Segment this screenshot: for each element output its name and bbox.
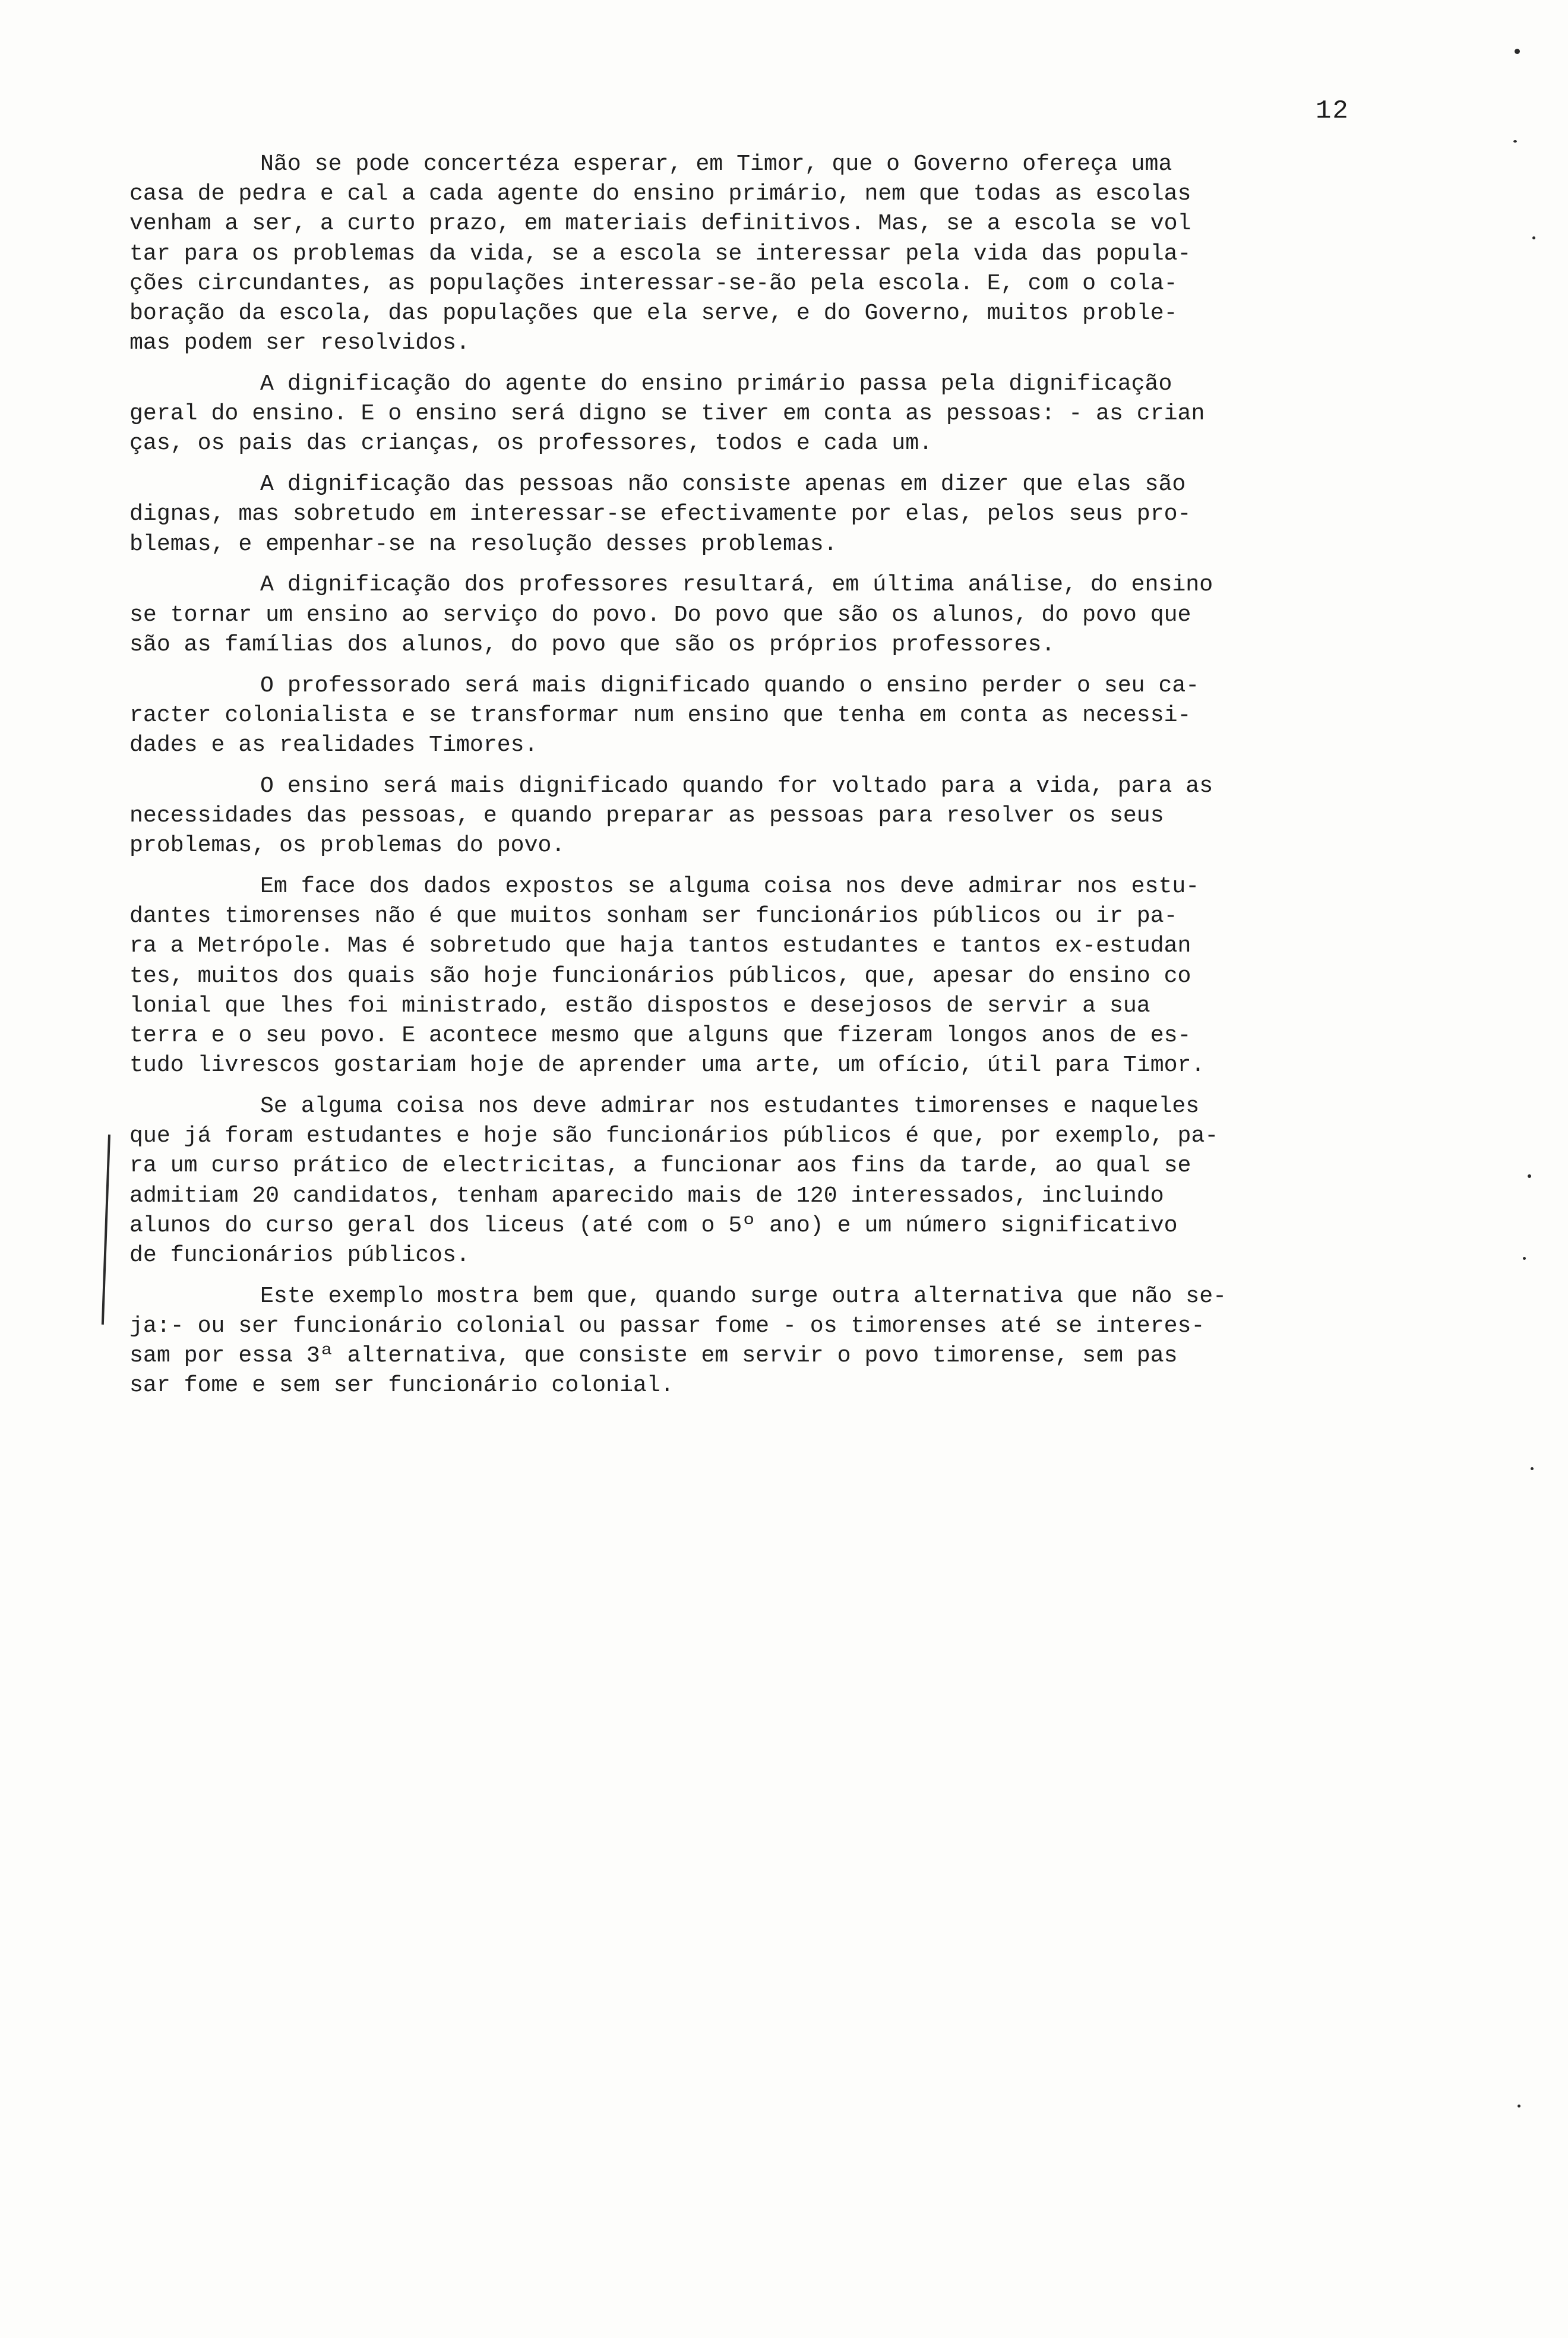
text-line: ra a Metrópole. Mas é sobretudo que haja tantos estudantes e tantos ex-estudan	[129, 933, 1191, 959]
paragraph	[129, 772, 1389, 861]
paragraph	[129, 570, 1389, 660]
text-line: ções circundantes, as populações interessar-se-ão pela escola. E, com o cola-	[129, 270, 1178, 296]
text-line: tes, muitos dos quais são hoje funcionários públicos, que, apesar do ensino co	[129, 963, 1191, 989]
paragraph	[129, 872, 1389, 1080]
text-line: lonial que lhes foi ministrado, estão dispostos e desejosos de servir a sua	[129, 993, 1150, 1019]
margin-annotation-line	[102, 1135, 110, 1325]
paragraph	[129, 150, 1389, 358]
text-line: se tornar um ensino ao serviço do povo. Do povo que são os alunos, do povo que	[129, 602, 1191, 628]
text-line: tar para os problemas da vida, se a escola se interessar pela vida das popula-	[129, 241, 1191, 267]
text-line: racter colonialista e se transformar num ensino que tenha em conta as necessi-	[129, 702, 1191, 728]
text-line: Este exemplo mostra bem que, quando surge outra alternativa que não se-	[260, 1283, 1227, 1309]
text-line: mas podem ser resolvidos.	[129, 330, 470, 356]
paragraph	[129, 1282, 1389, 1401]
scan-speck	[1513, 140, 1517, 143]
text-line: terra e o seu povo. E acontece mesmo que alguns que fizeram longos anos de es-	[129, 1023, 1191, 1049]
scan-speck	[1518, 2105, 1520, 2108]
text-line: geral do ensino. E o ensino será digno se tiver em conta as pessoas: - as crian	[129, 401, 1205, 427]
text-line: sar fome e sem ser funcionário colonial.	[129, 1373, 674, 1399]
text-line: A dignificação do agente do ensino primário passa pela dignificação	[260, 371, 1172, 397]
text-line: casa de pedra e cal a cada agente do ensino primário, nem que todas as escolas	[129, 181, 1191, 207]
text-line: blemas, e empenhar-se na resolução desses problemas.	[129, 531, 837, 557]
scan-speck	[1528, 1174, 1531, 1178]
text-line: ja:- ou ser funcionário colonial ou passar fome - os timorenses até se interes-	[129, 1313, 1205, 1339]
text-line: alunos do curso geral dos liceus (até com o 5º ano) e um número significativo	[129, 1212, 1178, 1238]
text-line: boração da escola, das populações que ela serve, e do Governo, muitos proble-	[129, 301, 1178, 327]
text-line: Se alguma coisa nos deve admirar nos estudantes timorenses e naqueles	[260, 1094, 1200, 1120]
text-line: dades e as realidades Timores.	[129, 732, 538, 759]
text-line: dantes timorenses não é que muitos sonham ser funcionários públicos ou ir pa-	[129, 903, 1178, 930]
text-line: ças, os pais das crianças, os professores, todos e cada um.	[129, 431, 933, 457]
text-line: que já foram estudantes e hoje são funcionários públicos é que, por exemplo, pa-	[129, 1123, 1219, 1149]
text-line: sam por essa 3ª alternativa, que consiste em servir o povo timorense, sem pas	[129, 1343, 1178, 1369]
text-line: ra um curso prático de electricitas, a funcionar aos fins da tarde, ao qual se	[129, 1153, 1191, 1179]
text-line: venham a ser, a curto prazo, em materiais definitivos. Mas, se a escola se vol	[129, 211, 1191, 237]
text-line: dignas, mas sobretudo em interessar-se efectivamente por elas, pelos seus pro-	[129, 501, 1191, 527]
paragraph	[129, 470, 1389, 560]
scan-speck	[1515, 49, 1520, 54]
scan-speck	[1532, 236, 1535, 239]
scan-speck	[1531, 1467, 1534, 1470]
paragraph	[129, 671, 1389, 761]
text-line: admitiam 20 candidatos, tenham aparecido mais de 120 interessados, incluindo	[129, 1183, 1164, 1209]
text-line: problemas, os problemas do povo.	[129, 833, 565, 859]
text-line: são as famílias dos alunos, do povo que são os próprios professores.	[129, 631, 1055, 658]
paragraph	[129, 1092, 1389, 1271]
text-line: de funcionários públicos.	[129, 1243, 470, 1269]
text-line: A dignificação dos professores resultará, em última análise, do ensino	[260, 572, 1213, 598]
text-line: Em face dos dados expostos se alguma coisa nos deve admirar nos estu-	[260, 874, 1200, 900]
paragraph	[129, 369, 1389, 459]
text-line: necessidades das pessoas, e quando preparar as pessoas para resolver os seus	[129, 803, 1164, 829]
document-body	[129, 150, 1389, 1412]
text-line: tudo livrescos gostariam hoje de aprender uma arte, um ofício, útil para Timor.	[129, 1053, 1205, 1079]
text-line: O professorado será mais dignificado quando o ensino perder o seu ca-	[260, 672, 1200, 699]
page-number: 12	[1316, 96, 1349, 126]
scan-speck	[1523, 1257, 1526, 1260]
text-line: O ensino será mais dignificado quando for voltado para a vida, para as	[260, 773, 1213, 799]
text-line: A dignificação das pessoas não consiste apenas em dizer que elas são	[260, 472, 1186, 498]
text-line: Não se pode concertéza esperar, em Timor, que o Governo ofereça uma	[260, 151, 1172, 177]
